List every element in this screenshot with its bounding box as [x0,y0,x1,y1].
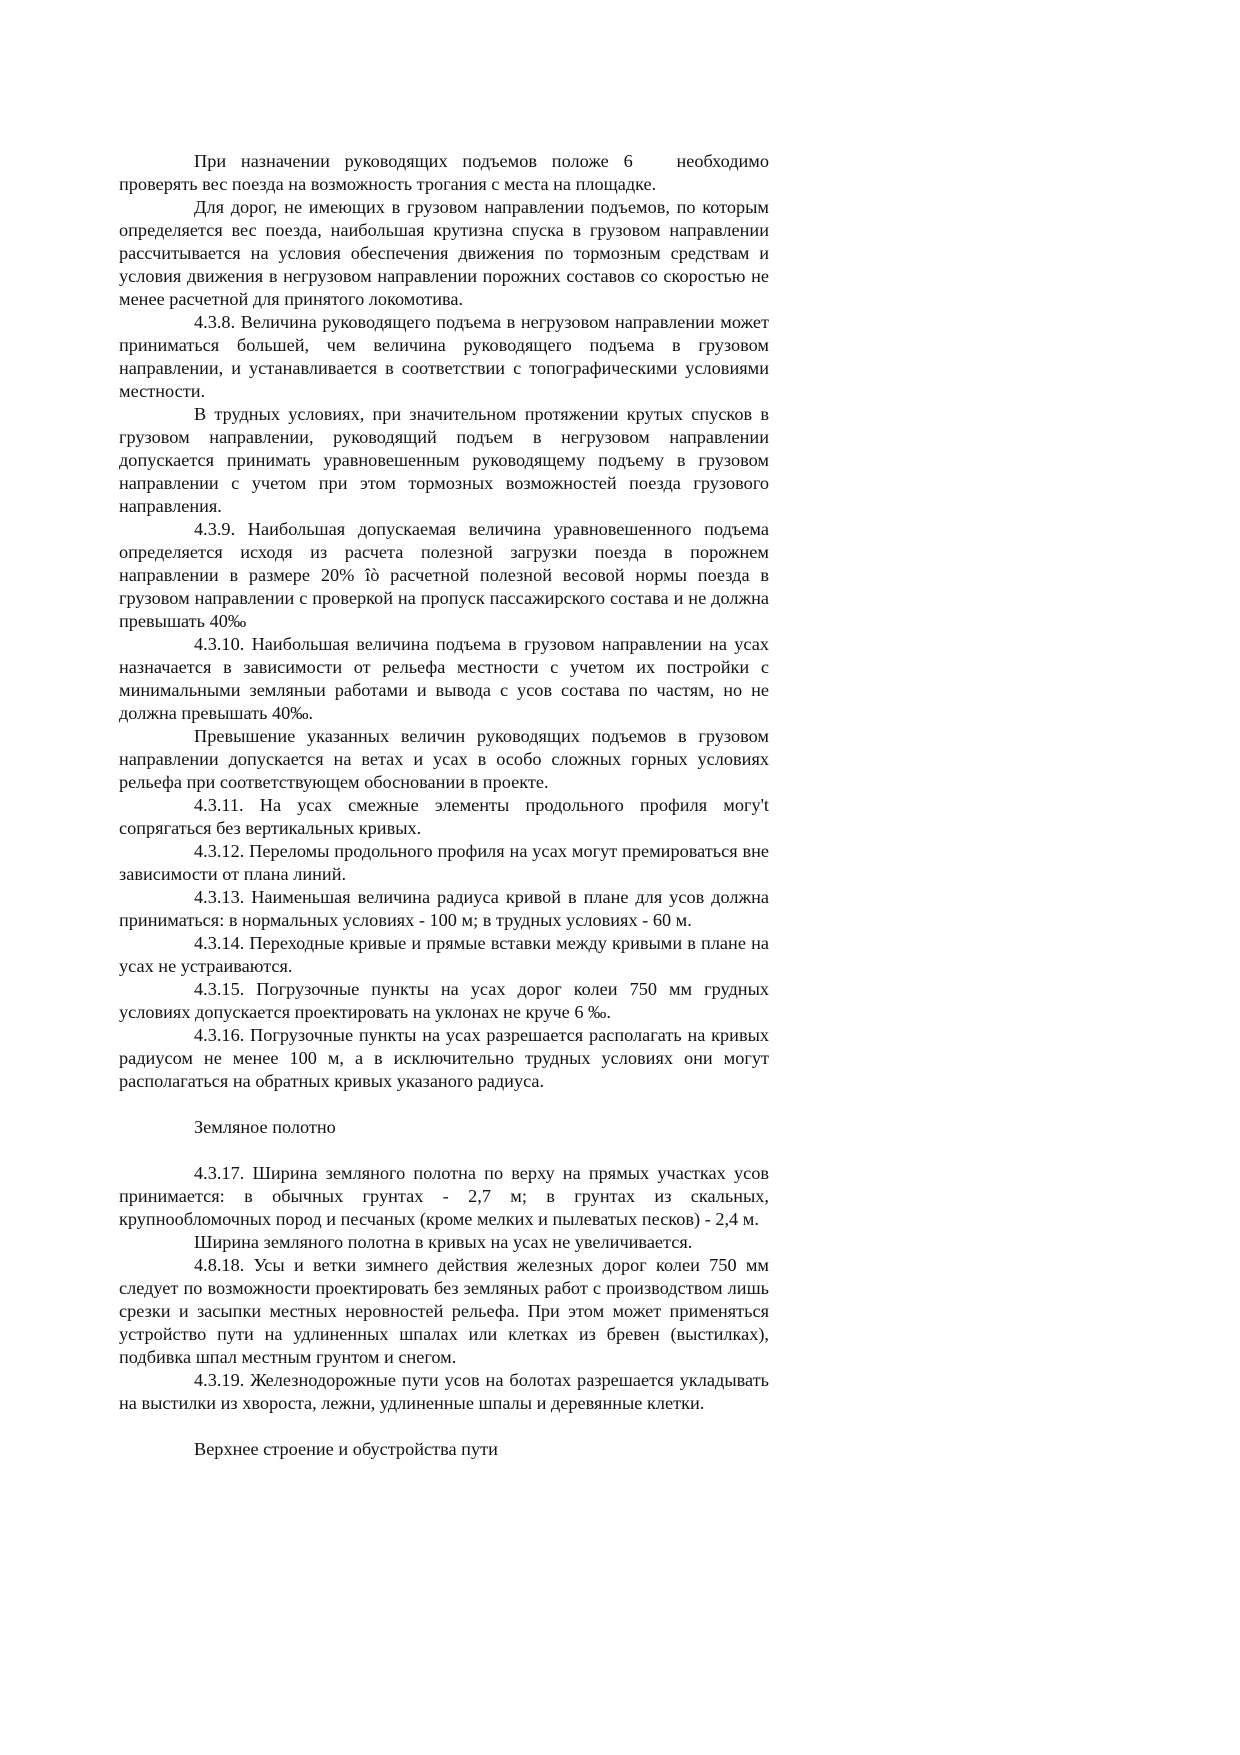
paragraph: 4.3.10. Наибольшая величина подъема в грузовом направлении на усах назначается в зависимости от рельефа местности с учетом их постройки с минимальными земляныи работами и вывода с усов состава по частям, но не должна превышать 40‰. [119,634,769,723]
paragraph: 4.3.17. Ширина земляного полотна по верху на прямых участках усов принимается: в обычных грунтах - 2,7 м; в грунтах из скальных, крупнообломочных пород и песчаных (кроме мелких и пылеватых песков) - 2,4 м. [119,1163,769,1229]
paragraph: 4.8.18. Усы и ветки зимнего действия железных дорог колеи 750 мм следует по возможности проектировать без земляных работ с производством лишь срезки и засыпки местных неровностей рельефа. При этом может применяться устройство пути на удлиненных шпалах или клетках из бревен (выстилках), подбивка шпал местным грунтом и снегом. [119,1255,769,1367]
section-heading-track-structure: Верхнее строение и обустройства пути [194,1439,498,1459]
paragraph: 4.3.13. Наименьшая величина радиуса кривой в плане для усов должна приниматься: в нормальных условиях - 100 м; в трудных условиях - 60 м. [119,887,769,930]
paragraph: 4.3.11. На усах смежные элементы продольного профиля могу't сопрягаться без вертикальных кривых. [119,795,769,838]
paragraph: 4.3.15. Погрузочные пункты на усах дорог колеи 750 мм грудных условиях допускается проектировать на уклонах не круче 6 ‰. [119,979,769,1022]
paragraph: Для дорог, не имеющих в грузовом направлении подъемов, по которым определяется вес поезда, наибольшая крутизна спуска в грузовом направлении рассчитывается на условия обеспечения движения по тормозным средствам и условия движения в негрузовом направлении порожних составов со скоростью не менее расчетной для принятого локомотива. [119,197,769,309]
paragraph: Ширина земляного полотна в кривых на усах не увеличивается. [194,1232,693,1252]
paragraph: При назначении руководящих подъемов положе 6   необходимо проверять вес поезда на возможность трогания с места на площадке. [119,151,769,194]
section-heading-earthwork: Земляное полотно [194,1117,336,1137]
document-body [119,150,769,1484]
paragraph: В трудных условиях, при значительном протяжении крутых спусков в грузовом направлении, руководящий подъем в негрузовом направлении допускается принимать уравновешенным руководящему подъему в грузовом направлении с учетом при этом тормозных возможностей поезда грузового направления. [119,404,769,516]
paragraph: 4.3.12. Переломы продольного профиля на усах могут премироваться вне зависимости от плана линий. [119,841,769,884]
paragraph: 4.3.19. Железнодорожные пути усов на болотах разрешается укладывать на выстилки из хвороста, лежни, удлиненные шпалы и деревянные клетки. [119,1370,769,1413]
paragraph: 4.3.8. Величина руководящего подъема в негрузовом направлении может приниматься большей, чем величина руководящего подъема в грузовом направлении, и устанавливается в соответствии с топографическими условиями местности. [119,312,769,401]
paragraph: 4.3.16. Погрузочные пункты на усах разрешается располагать на кривых радиусом не менее 100 м, а в исключительно трудных условиях они могут располагаться на обратных кривых указаного радиуса. [119,1025,769,1091]
paragraph: 4.3.14. Переходные кривые и прямые вставки между кривыми в плане на усах не устраиваются. [119,933,769,976]
paragraph: Превышение указанных величин руководящих подъемов в грузовом направлении допускается на ветах и усах в особо сложных горных условиях рельефа при соответствующем обосновании в проекте. [119,726,769,792]
paragraph: 4.3.9. Наибольшая допускаемая величина уравновешенного подъема определяется исходя из расчета полезной загрузки поезда в порожнем направлении в размере 20% îò расчетной полезной весовой нормы поезда в грузовом направлении с проверкой на пропуск пассажирского состава и не должна превышать 40‰ [119,519,769,631]
